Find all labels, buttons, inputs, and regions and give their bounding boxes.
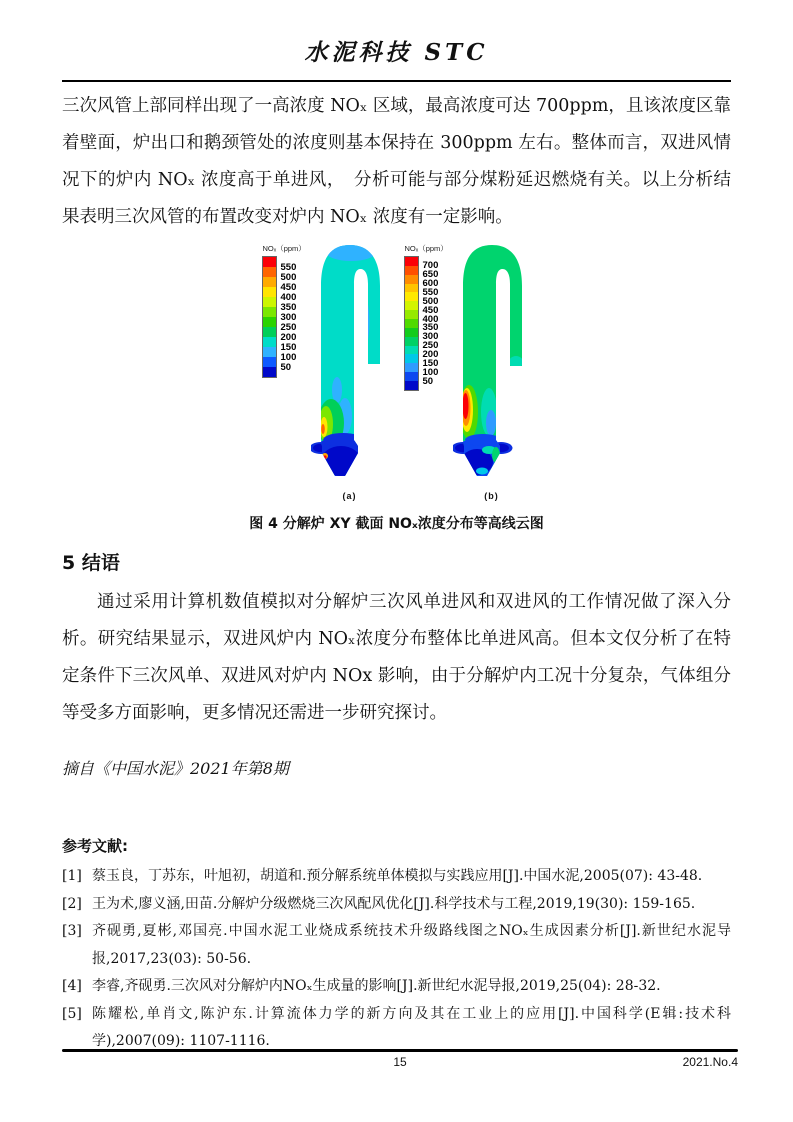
issue-number: 2021.No.4 [682,1055,738,1069]
colorbar-tick: 50 [422,375,434,387]
colorbar-tick: 400 [280,291,297,303]
reference-text: 王为术,廖义涵,田苗.分解炉分级燃烧三次风配风优化[J].科学技术与工程,2019,19(30): 159-165. [92,895,696,912]
colorbar-tick: 300 [280,311,297,323]
reference-number: [5] [62,1005,82,1022]
colorbar-tick: 550 [422,286,439,298]
contour-plot-b [453,240,531,490]
contour-subplot-b [405,240,531,504]
page-footer [62,1049,738,1072]
colorbar-tick: 100 [280,351,297,363]
reference-number: [4] [62,978,82,994]
colorbar-tick: 550 [280,261,297,273]
reference-text: 陈耀松,单肖文,陈沪东.计算流体力学的新方向及其在工业上的应用[J].中国科学(E辑:技术科学),2007(09): 1107-1116. [92,1005,731,1049]
page-number: 15 [393,1055,407,1069]
colorbar-a [263,257,311,377]
colorbar-tick: 400 [422,313,439,325]
reference-item [62,973,731,1001]
reference-item [62,863,731,891]
colorbar-tick: 700 [422,260,439,272]
reference-item [62,891,731,919]
colorbar-tick: 450 [280,281,297,293]
reference-text: 蔡玉良，丁苏东，叶旭初，胡道和.预分解系统单体模拟与实践应用[J].中国水泥,2005(07): 43-48. [92,868,703,884]
figure-4 [62,240,731,504]
colorbar-tick: 50 [280,361,292,373]
colorbar-tick: 650 [422,269,439,281]
figure-caption: 图 4 分解炉 XY 截面 NOₓ浓度分布等高线云图 [249,516,544,532]
colorbar-tick: 100 [422,366,439,378]
journal-header-title: 水泥科技 STC [304,39,489,66]
colorbar-tick: 500 [280,271,297,283]
colorbar-a-wrap [263,240,311,377]
colorbar-tick: 200 [422,349,439,361]
reference-number: [1] [62,868,82,884]
colorbar-b [405,257,453,390]
section-heading-conclusion: 5 结语 [62,552,120,574]
colorbar-tick: 450 [422,304,439,316]
colorbar-tick: 200 [280,331,297,343]
colorbar-b-wrap [405,240,453,390]
reference-item [62,918,731,973]
colorbar-tick: 500 [422,295,439,307]
colorbar-tick: 250 [280,321,297,333]
references-list [62,863,731,1056]
contour-plot-a [311,240,389,490]
colorbar-tick: 300 [422,331,439,343]
colorbar-tick: 600 [422,278,439,290]
references-heading: 参考文献: [62,837,128,855]
reference-text: 李睿,齐砚勇.三次风对分解炉内NOₓ生成量的影响[J].新世纪水泥导报,2019,25(04): 28-32. [92,978,661,994]
body-paragraph-1: 三次风管上部同样出现了一高浓度 NOₓ 区域，最高浓度可达 700ppm，且该浓度区靠着壁面，炉出口和鹅颈管处的浓度则基本保持在 300ppm 左右。整体而言，双进风情况下的炉内 NOₓ 浓度高于单进风， 分析可能与部分煤粉延迟燃烧有关。以上分析结果表明三次风管的布置改变对炉内 NOₓ 浓度有一定影响。 [62,96,731,227]
colorbar-b-title: NOₓ（ppm） [404,244,448,253]
reference-number: [3] [62,923,82,939]
subplot-label-b: (b) [484,491,499,501]
colorbar-tick: 150 [422,357,439,369]
reference-item [62,1001,731,1056]
source-note: 摘自《中国水泥》2021年第8期 [62,759,289,778]
subplot-label-a: (a) [342,491,357,501]
contour-subplot-a [263,240,389,504]
colorbar-tick: 350 [280,301,297,313]
header-rule [62,80,731,82]
colorbar-a-title: NOₓ（ppm） [262,244,306,253]
reference-number: [2] [62,895,82,912]
colorbar-tick: 150 [280,341,297,353]
reference-text: 齐砚勇,夏彬,邓国亮.中国水泥工业烧成系统技术升级路线图之NOₓ生成因素分析[J].新世纪水泥导报,2017,23(03): 50-56. [92,923,731,967]
body-paragraph-2: 通过采用计算机数值模拟对分解炉三次风单进风和双进风的工作情况做了深入分析。研究结果显示，双进风炉内 NOₓ浓度分布整体比单进风高。但本文仅分析了在特定条件下三次风单、双进风对炉内 NOx 影响，由于分解炉内工况十分复杂，气体组分等受多方面影响，更多情况还需进一步研究探讨。 [62,592,731,723]
colorbar-tick: 350 [422,322,439,334]
colorbar-tick: 250 [422,340,439,352]
